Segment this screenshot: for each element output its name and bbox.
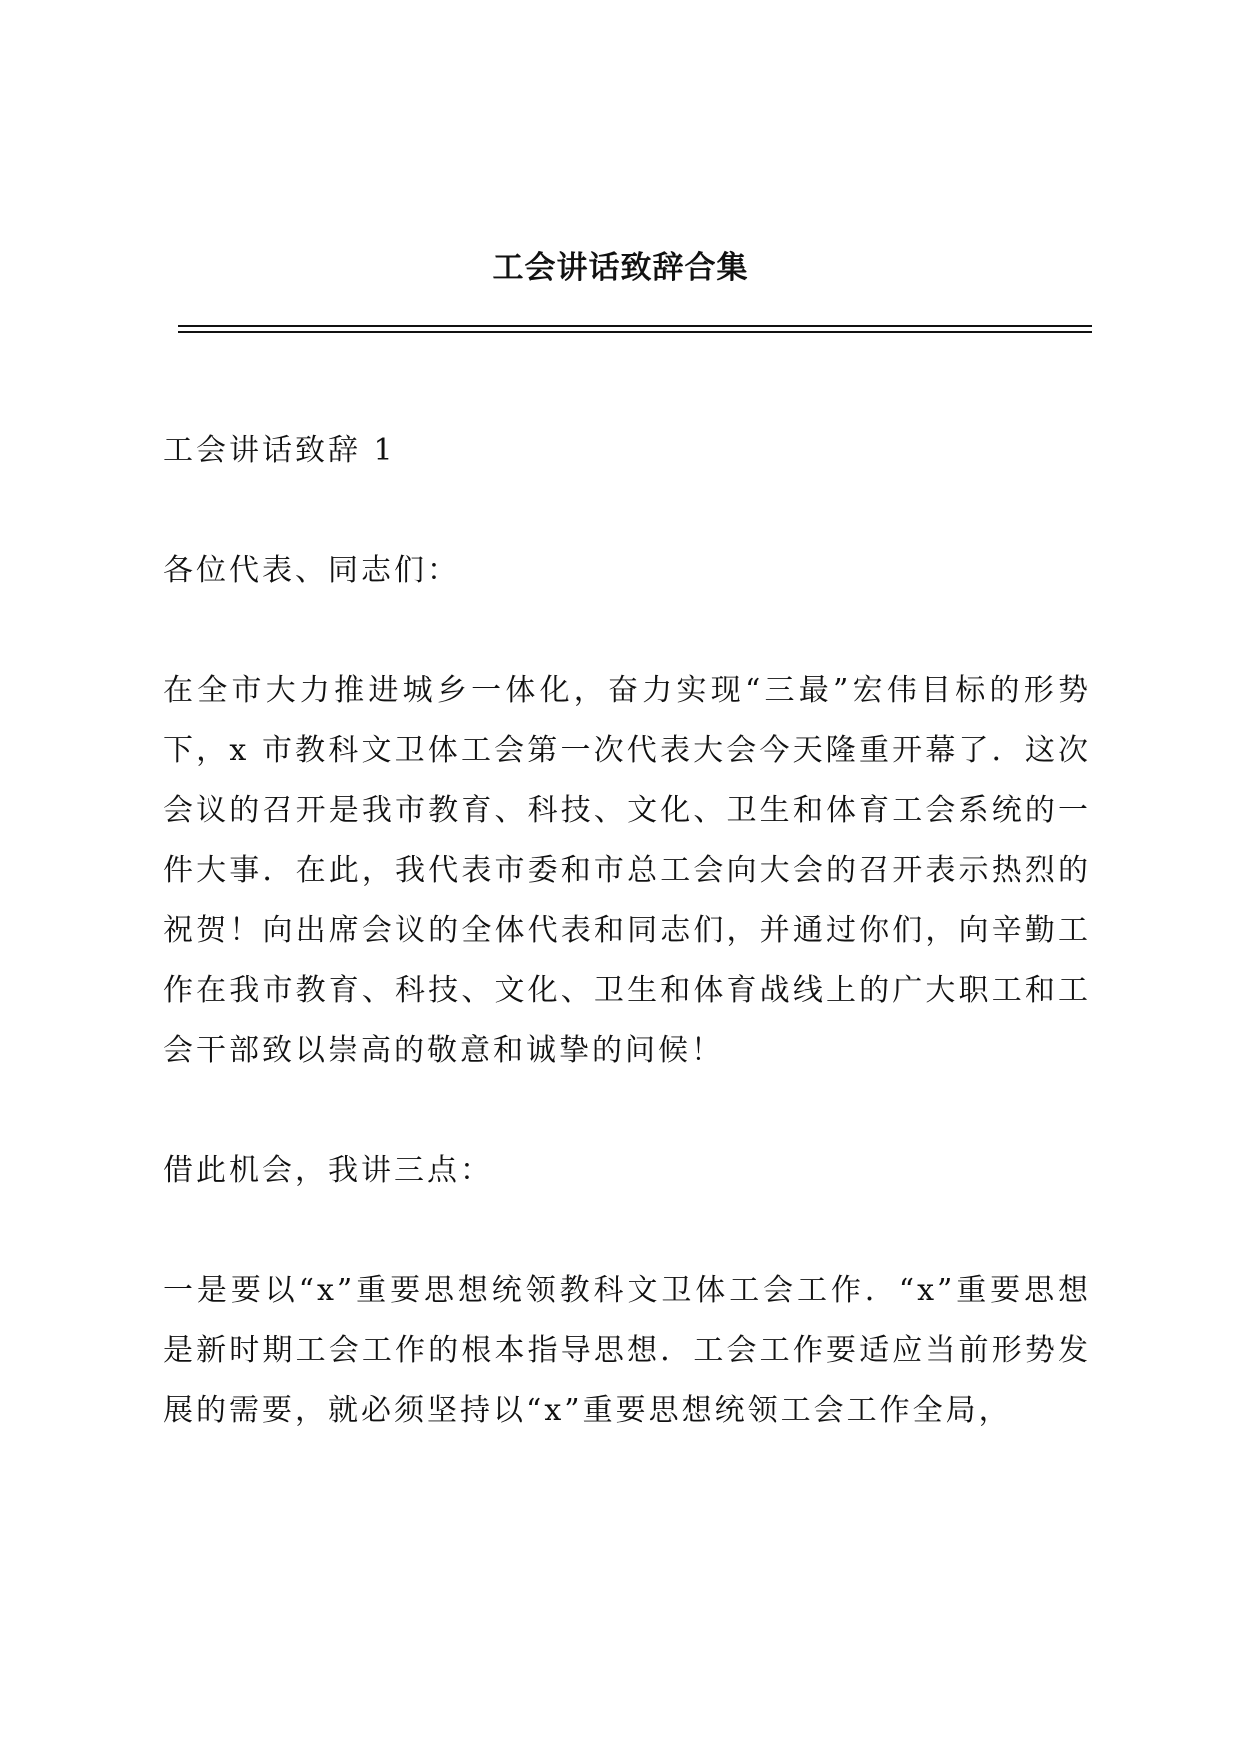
document-body (163, 421, 1091, 1441)
body-paragraph-point-one: 一是要以“x”重要思想统领教科文卫体工会工作．“x”重要思想是新时期工会工作的根本指导思想．工会工作要适应当前形势发展的需要，就必须坚持以“x”重要思想统领工会工作全局， (163, 1273, 1091, 1428)
body-paragraph-opening: 在全市大力推进城乡一体化，奋力实现“三最”宏伟目标的形势下，x 市教科文卫体工会第一次代表大会今天隆重开幕了．这次会议的召开是我市教育、科技、文化、卫生和体育工会系统的一件大事．在此，我代表市委和市总工会向大会的召开表示热烈的祝贺！向出席会议的全体代表和同志们，并通过你们，向辛勤工作在我市教育、科技、文化、卫生和体育战线上的广大职工和工会干部致以崇高的敬意和诚挚的问候！ (163, 673, 1091, 1068)
title-divider-top (178, 325, 1092, 327)
body-paragraph-intro-points: 借此机会，我讲三点： (163, 1153, 493, 1188)
section-heading: 工会讲话致辞 1 (163, 433, 396, 468)
salutation: 各位代表、同志们： (163, 553, 460, 588)
title-divider-bottom (178, 331, 1092, 333)
document-title: 工会讲话致辞合集 (492, 250, 749, 286)
